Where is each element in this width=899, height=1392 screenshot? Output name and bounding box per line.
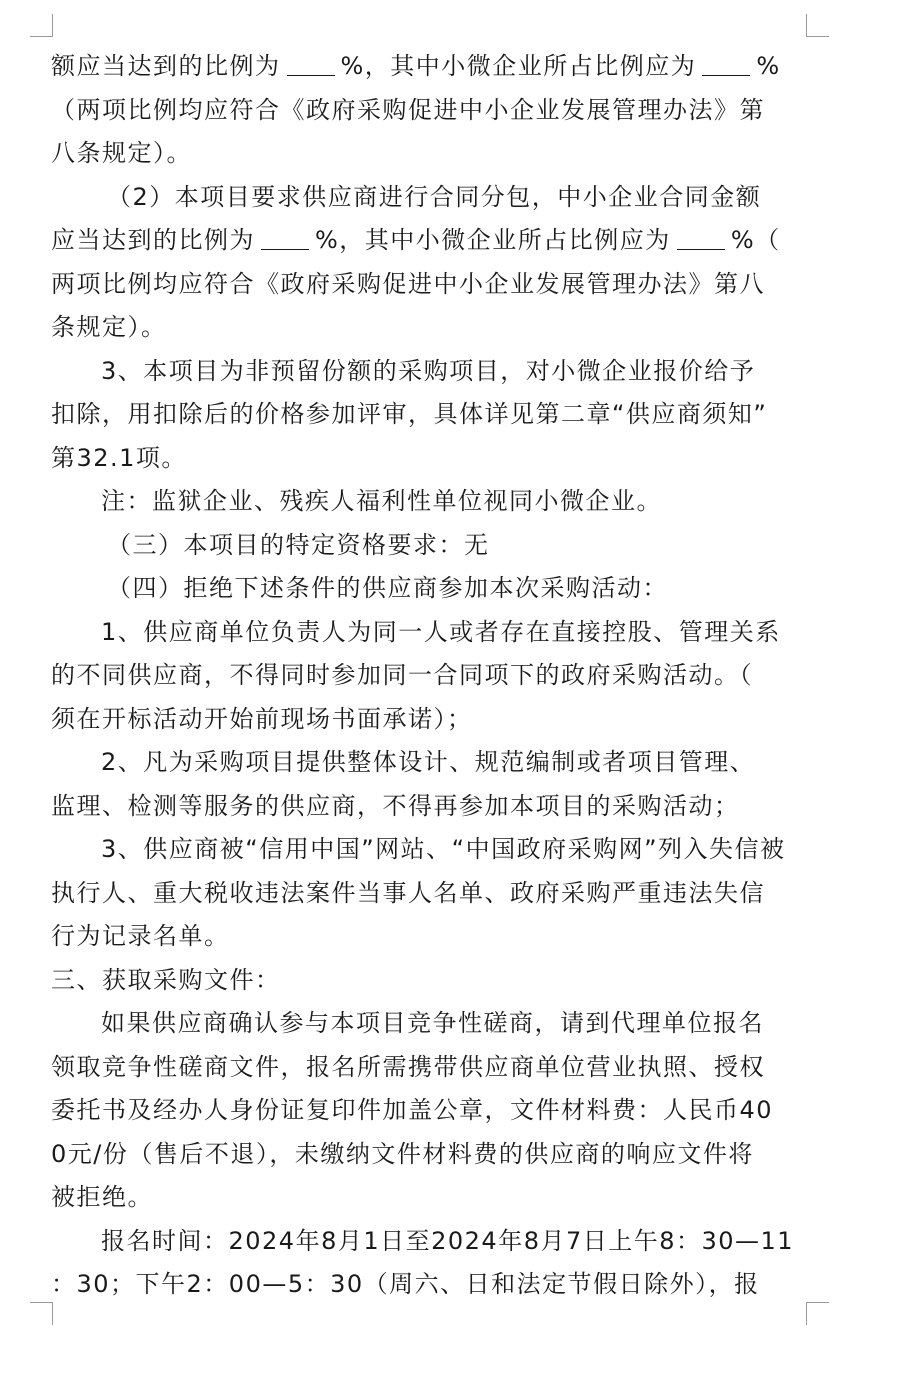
corner-mark-top-right — [806, 14, 829, 37]
text-line: 领取竞争性磋商文件，报名所需携带供应商单位营业执照、授权 — [51, 1052, 765, 1081]
text-line: 扣除，用扣除后的价格参加评审，具体详见第二章“供应商须知” — [51, 400, 768, 428]
text-line: 报名时间：2024年8月1日至2024年8月7日上午8：30—11 — [101, 1226, 795, 1255]
text-line: 被拒绝。 — [51, 1183, 153, 1211]
text-line: 应当达到的比例为 %，其中小微企业所占比例应为 %（ — [51, 219, 811, 263]
text-line: （三）本项目的特定资格要求：无 — [107, 530, 490, 559]
text-line: 0元/份（售后不退），未缴纳文件材料费的供应商的响应文件将 — [51, 1139, 754, 1168]
section-heading: 三、获取采购文件： — [51, 965, 281, 994]
fill-blank — [287, 49, 335, 76]
text-line: 监理、检测等服务的供应商，不得再参加本项目的采购活动； — [51, 791, 740, 820]
fill-blank — [677, 223, 725, 250]
text-line: 如果供应商确认参与本项目竞争性磋商，请到代理单位报名 — [101, 1009, 764, 1037]
text-line: 第32.1项。 — [51, 443, 187, 472]
text-line: 3、供应商被“信用中国”网站、“中国政府采购网”列入失信被 — [101, 835, 786, 863]
text-line: 注：监狱企业、残疾人福利性单位视同小微企业。 — [101, 487, 662, 515]
text-line: 委托书及经办人身份证复印件加盖公章，文件材料费：人民币40 — [51, 1096, 774, 1124]
text-line: 的不同供应商，不得同时参加同一合同项下的政府采购活动。（ — [51, 661, 753, 689]
text-line: 须在开标活动开始前现场书面承诺）； — [51, 704, 473, 733]
fill-blank — [261, 223, 309, 250]
text-line: 行为记录名单。 — [51, 922, 230, 950]
text-line: （2）本项目要求供应商进行合同分包，中小企业合同金额 — [107, 182, 762, 211]
text-line: 3、本项目为非预留份额的采购项目，对小微企业报价给予 — [101, 356, 756, 385]
text-line: 额应当达到的比例为 %，其中小微企业所占比例应为 % — [51, 45, 811, 89]
text-line: 条规定）。 — [51, 313, 167, 341]
text-line: 1、供应商单位负责人为同一人或者存在直接控股、管理关系 — [101, 617, 781, 646]
text-line: 两项比例均应符合《政府采购促进中小企业发展管理办法》第八 — [51, 269, 765, 298]
corner-mark-top-left — [30, 14, 53, 37]
text-line: 2、凡为采购项目提供整体设计、规范编制或者项目管理、 — [101, 748, 756, 776]
text-line: ：30；下午2：00—5：30（周六、日和法定节假日除外），报 — [51, 1270, 760, 1298]
fill-blank — [702, 49, 750, 76]
text-line: 执行人、重大税收违法案件当事人名单、政府采购严重违法失信 — [51, 878, 765, 907]
corner-mark-bottom-left — [30, 1302, 53, 1325]
text-line: 八条规定）。 — [51, 139, 192, 167]
text-line: （四）拒绝下述条件的供应商参加本次采购活动： — [107, 574, 668, 602]
document-body — [51, 45, 811, 1307]
text-line: （两项比例均应符合《政府采购促进中小企业发展管理办法》第 — [51, 95, 765, 124]
